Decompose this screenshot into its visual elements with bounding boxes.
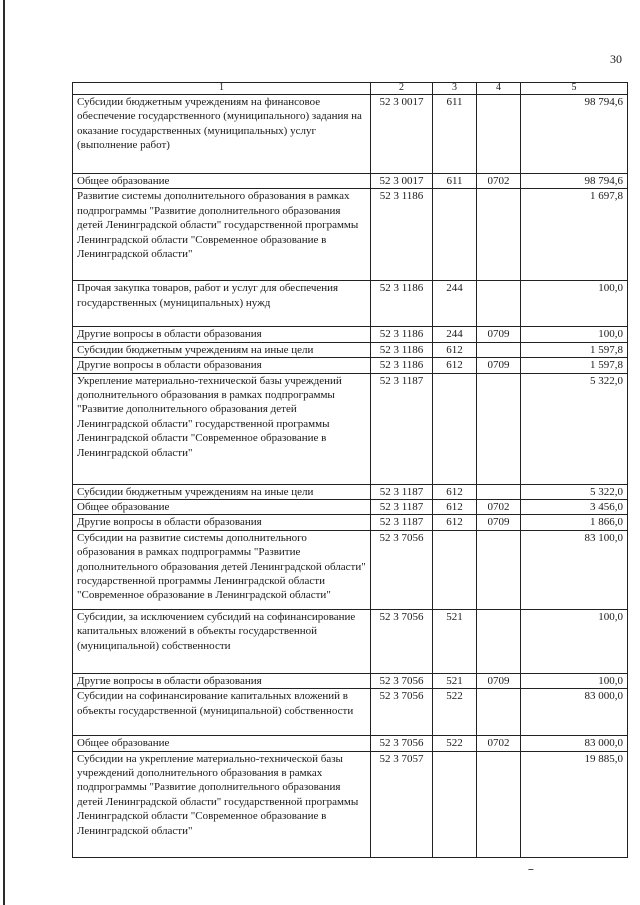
- row-expense-type: 611: [433, 174, 477, 189]
- row-section-code: [477, 689, 521, 736]
- column-header: 5: [521, 83, 628, 95]
- row-name: Другие вопросы в области образования: [73, 515, 371, 530]
- table-row: [73, 484, 628, 499]
- row-name: Общее образование: [73, 736, 371, 751]
- row-amount: 83 000,0: [521, 689, 628, 736]
- row-target-article: 52 3 1187: [371, 500, 433, 515]
- table-row: [73, 95, 628, 174]
- column-header: 3: [433, 83, 477, 95]
- row-amount: 83 100,0: [521, 530, 628, 609]
- row-target-article: 52 3 7057: [371, 751, 433, 857]
- row-target-article: 52 3 0017: [371, 174, 433, 189]
- table-row: [73, 281, 628, 327]
- column-header: 4: [477, 83, 521, 95]
- row-name: Субсидии на развитие системы дополнительного образования в рамках подпрограммы "Развитие дополнительного образования детей Ленинградской области" государственной программы Ленинградской области "Современное образование в Ленинградской области": [73, 530, 371, 609]
- row-expense-type: [433, 189, 477, 281]
- row-amount: 5 322,0: [521, 373, 628, 484]
- row-amount: 1 597,8: [521, 358, 628, 373]
- row-name: Субсидии бюджетным учреждениям на иные цели: [73, 484, 371, 499]
- table-row: [73, 342, 628, 357]
- row-amount: 100,0: [521, 673, 628, 688]
- row-amount: 100,0: [521, 327, 628, 342]
- row-name: Другие вопросы в области образования: [73, 327, 371, 342]
- row-name: Общее образование: [73, 500, 371, 515]
- row-expense-type: [433, 751, 477, 857]
- row-section-code: [477, 95, 521, 174]
- row-expense-type: 612: [433, 515, 477, 530]
- row-target-article: 52 3 1187: [371, 515, 433, 530]
- row-target-article: 52 3 1186: [371, 327, 433, 342]
- table-row: [73, 736, 628, 751]
- row-target-article: 52 3 1186: [371, 358, 433, 373]
- row-expense-type: 521: [433, 609, 477, 673]
- row-amount: 100,0: [521, 281, 628, 327]
- row-expense-type: [433, 530, 477, 609]
- table-row: [73, 189, 628, 281]
- row-section-code: [477, 373, 521, 484]
- row-target-article: 52 3 7056: [371, 673, 433, 688]
- row-section-code: 0709: [477, 327, 521, 342]
- row-section-code: 0702: [477, 174, 521, 189]
- row-name: Развитие системы дополнительного образования в рамках подпрограммы "Развитие дополнительного образования детей Ленинградской области" государственной программы Ленинградской области "Современное образование в Ленинградской области": [73, 189, 371, 281]
- row-expense-type: 612: [433, 500, 477, 515]
- row-name: Субсидии, за исключением субсидий на софинансирование капитальных вложений в объекты государственной (муниципальной) собственности: [73, 609, 371, 673]
- budget-table: [72, 82, 628, 858]
- stray-mark: --: [528, 864, 533, 875]
- row-expense-type: 522: [433, 689, 477, 736]
- row-expense-type: 612: [433, 358, 477, 373]
- row-section-code: [477, 189, 521, 281]
- row-section-code: [477, 484, 521, 499]
- row-expense-type: 612: [433, 484, 477, 499]
- row-amount: 83 000,0: [521, 736, 628, 751]
- table-row: [73, 174, 628, 189]
- row-target-article: 52 3 1186: [371, 342, 433, 357]
- row-target-article: 52 3 7056: [371, 736, 433, 751]
- row-target-article: 52 3 7056: [371, 530, 433, 609]
- row-section-code: 0702: [477, 736, 521, 751]
- row-expense-type: 612: [433, 342, 477, 357]
- table-row: [73, 373, 628, 484]
- row-target-article: 52 3 7056: [371, 689, 433, 736]
- row-target-article: 52 3 0017: [371, 95, 433, 174]
- row-target-article: 52 3 7056: [371, 609, 433, 673]
- row-amount: 5 322,0: [521, 484, 628, 499]
- table-row: [73, 358, 628, 373]
- table-row: [73, 609, 628, 673]
- row-amount: 1 697,8: [521, 189, 628, 281]
- row-amount: 98 794,6: [521, 174, 628, 189]
- row-target-article: 52 3 1186: [371, 281, 433, 327]
- table-row: [73, 500, 628, 515]
- row-expense-type: 244: [433, 327, 477, 342]
- row-expense-type: 521: [433, 673, 477, 688]
- column-number-row: [73, 83, 628, 95]
- row-section-code: [477, 609, 521, 673]
- row-section-code: 0709: [477, 673, 521, 688]
- table-row: [73, 327, 628, 342]
- row-amount: 19 885,0: [521, 751, 628, 857]
- row-name: Укрепление материально-технической базы учреждений дополнительного образования в рамках подпрограммы "Развитие дополнительного образования детей Ленинградской области" государственной программы Ленинградской области "Современное образование в Ленинградской области": [73, 373, 371, 484]
- row-expense-type: 522: [433, 736, 477, 751]
- table-row: [73, 530, 628, 609]
- row-target-article: 52 3 1186: [371, 189, 433, 281]
- row-name: Субсидии на укрепление материально-технической базы учреждений дополнительного образования в рамках подпрограммы "Развитие дополнительного образования детей Ленинградской области" государственной программы Ленинградской области "Современное образование в Ленинградской области": [73, 751, 371, 857]
- column-header: 2: [371, 83, 433, 95]
- column-header: 1: [73, 83, 371, 95]
- table-row: [73, 751, 628, 857]
- row-expense-type: [433, 373, 477, 484]
- row-amount: 100,0: [521, 609, 628, 673]
- table-row: [73, 515, 628, 530]
- row-amount: 1 866,0: [521, 515, 628, 530]
- row-name: Прочая закупка товаров, работ и услуг для обеспечения государственных (муниципальных) нужд: [73, 281, 371, 327]
- row-target-article: 52 3 1187: [371, 484, 433, 499]
- row-name: Общее образование: [73, 174, 371, 189]
- table-row: [73, 673, 628, 688]
- row-section-code: [477, 751, 521, 857]
- row-section-code: 0709: [477, 515, 521, 530]
- row-section-code: [477, 530, 521, 609]
- row-section-code: [477, 281, 521, 327]
- row-name: Субсидии бюджетным учреждениям на иные цели: [73, 342, 371, 357]
- row-section-code: 0709: [477, 358, 521, 373]
- row-amount: 1 597,8: [521, 342, 628, 357]
- row-name: Субсидии на софинансирование капитальных вложений в объекты государственной (муниципальной) собственности: [73, 689, 371, 736]
- row-name: Другие вопросы в области образования: [73, 673, 371, 688]
- row-section-code: [477, 342, 521, 357]
- row-amount: 98 794,6: [521, 95, 628, 174]
- row-expense-type: 611: [433, 95, 477, 174]
- table-row: [73, 689, 628, 736]
- scan-left-edge: [3, 0, 5, 905]
- row-target-article: 52 3 1187: [371, 373, 433, 484]
- row-amount: 3 456,0: [521, 500, 628, 515]
- row-name: Субсидии бюджетным учреждениям на финансовое обеспечение государственного (муниципального) задания на оказание государственных (муниципальных) услуг (выполнение работ): [73, 95, 371, 174]
- row-expense-type: 244: [433, 281, 477, 327]
- row-name: Другие вопросы в области образования: [73, 358, 371, 373]
- row-section-code: 0702: [477, 500, 521, 515]
- page-number: 30: [610, 52, 622, 66]
